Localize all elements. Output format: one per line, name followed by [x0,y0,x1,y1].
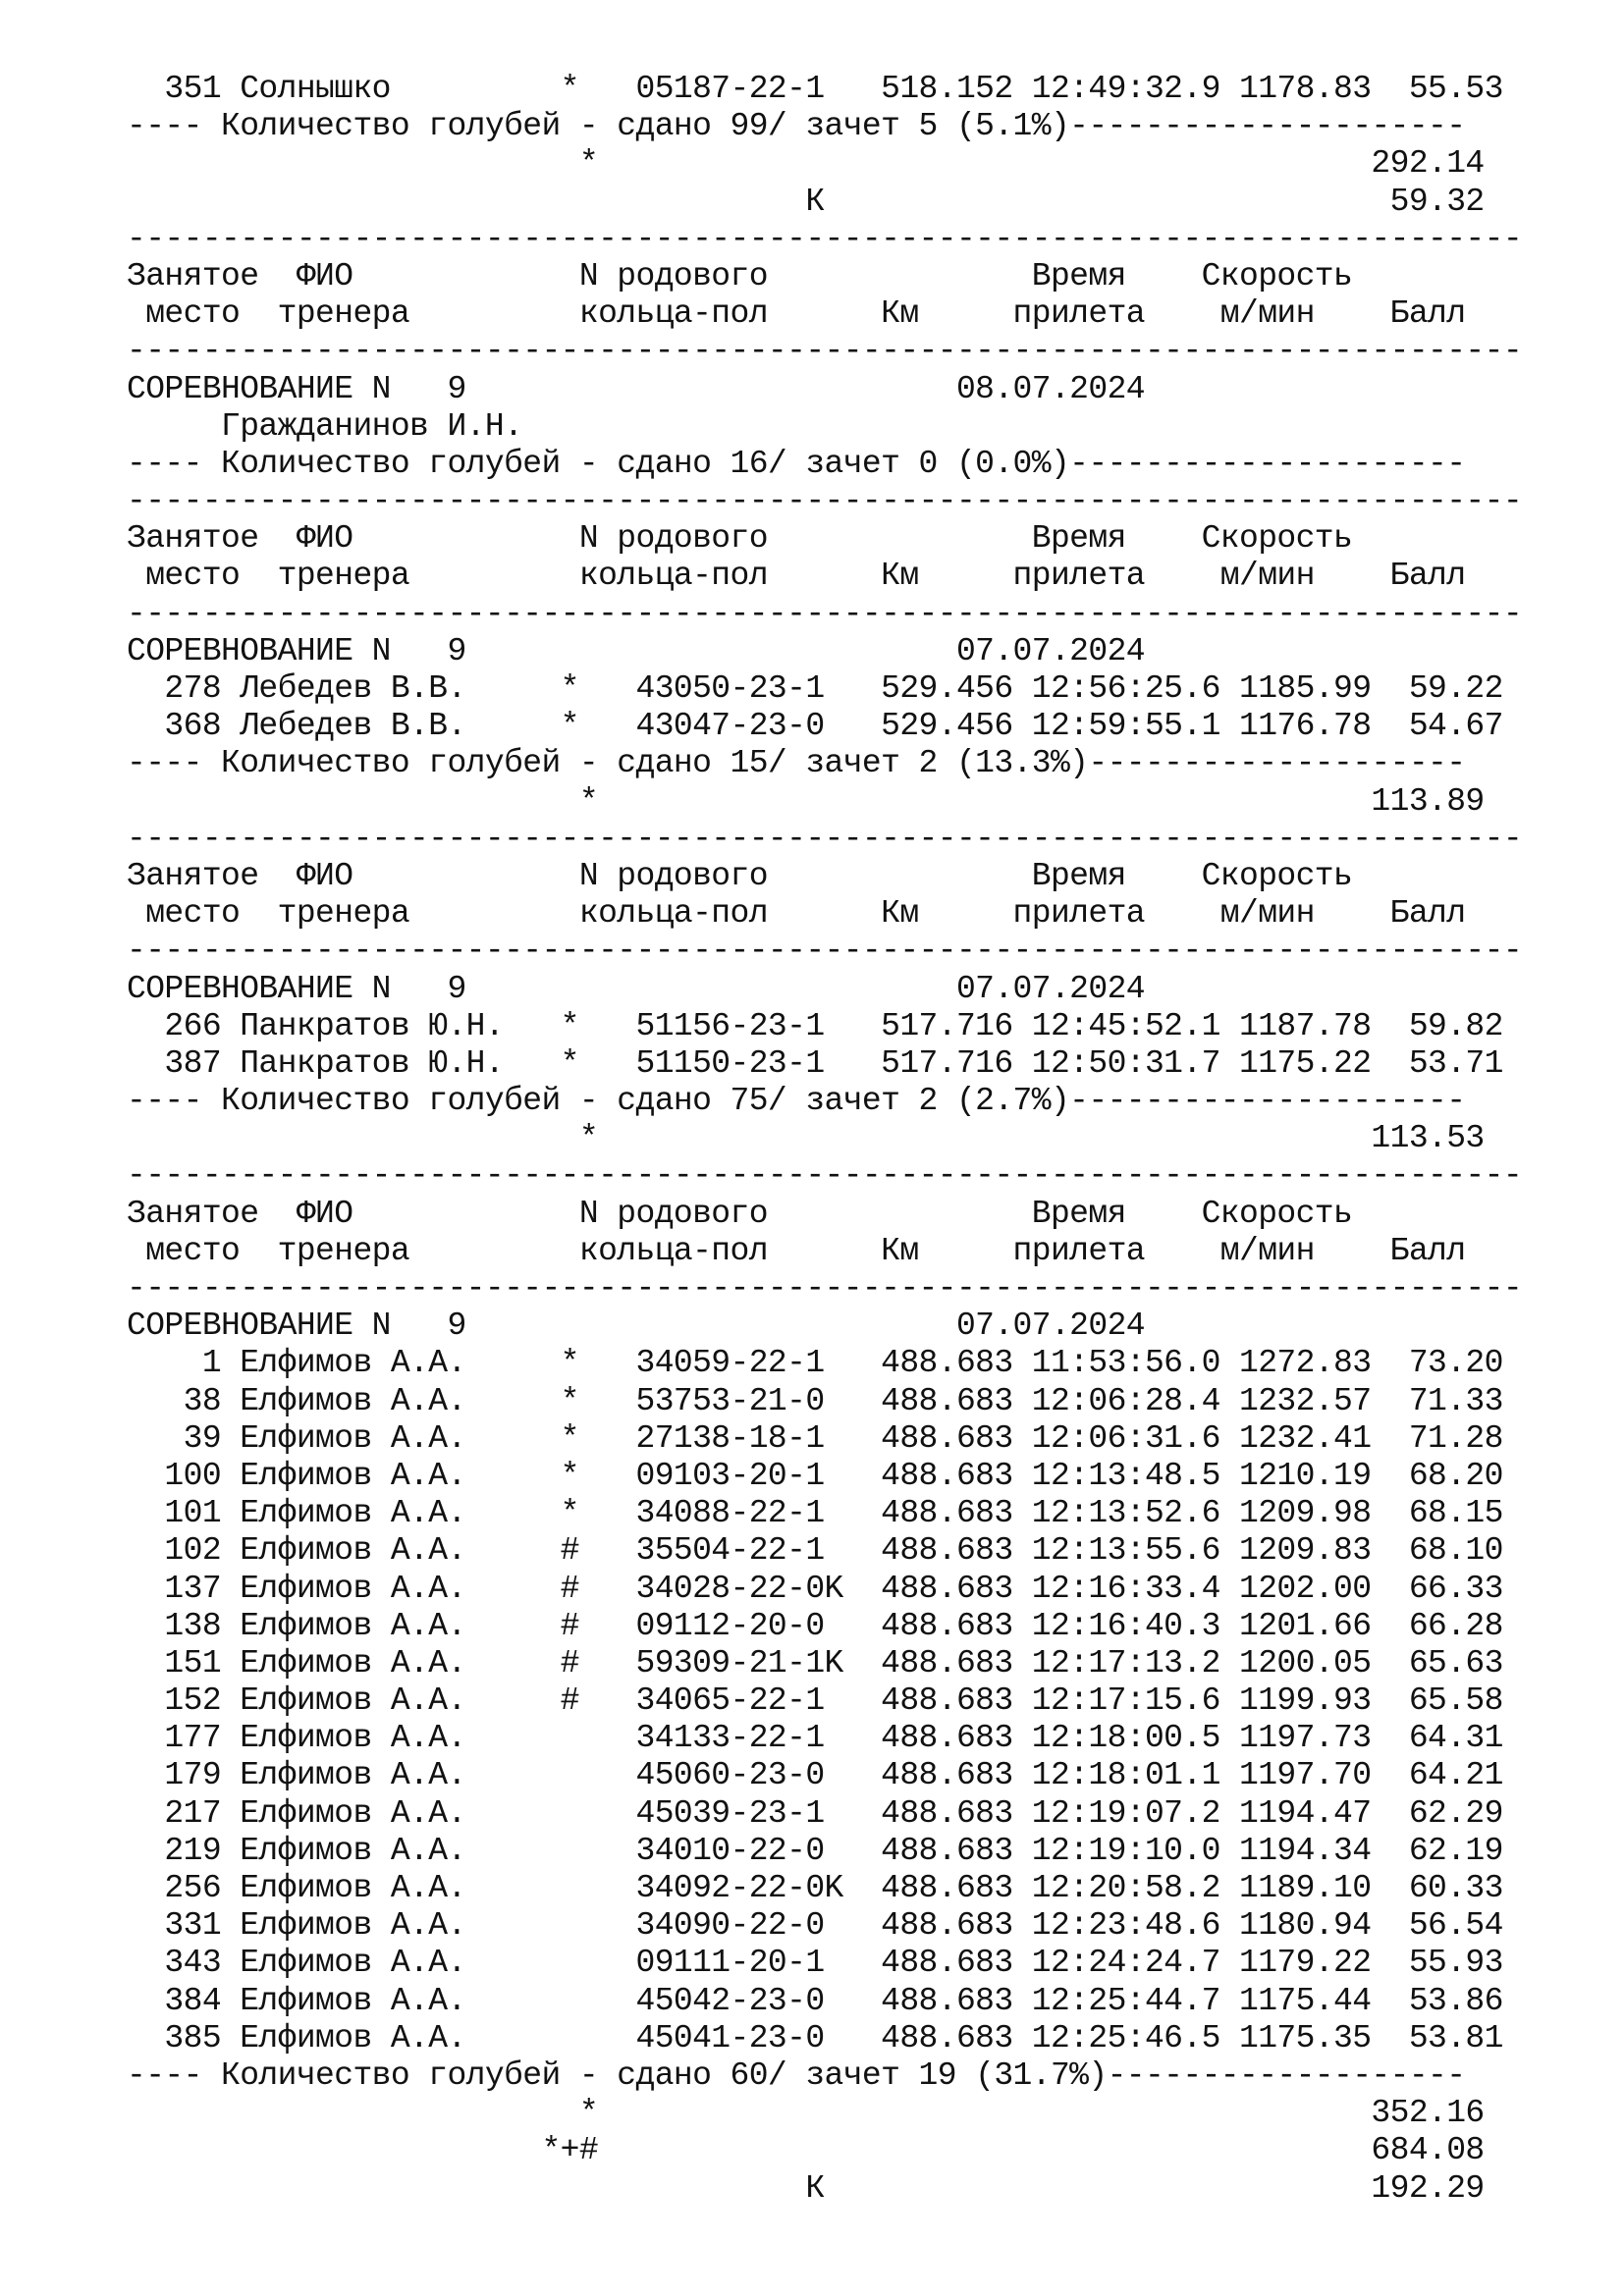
separator-line: -------------------------------------------------------------------------- [127,1270,1523,1307]
separator-line: -------------------------------------------------------------------------- [127,820,1523,857]
separator-line: -------------------------------------------------------------------------- [127,595,1523,632]
points-total-star: * 113.89 [127,782,1485,820]
result-row: 138 Елфимов А.А. # 09112-20-0 488.683 12:16:40.3 1201.66 66.28 [127,1607,1503,1644]
result-row: 266 Панкратов Ю.Н. * 51156-23-1 517.716 12:45:52.1 1187.78 59.82 [127,1007,1503,1044]
points-total-star-plus-hash: *+# 684.08 [127,2132,1485,2169]
result-row: 368 Лебедев В.В. * 43047-23-0 529.456 12:59:55.1 1176.78 54.67 [127,708,1503,745]
result-row: 385 Елфимов А.А. 45041-23-0 488.683 12:25:46.5 1175.35 53.81 [127,2019,1503,2056]
pigeon-count-summary: ---- Количество голубей - сдано 16/ зачет 0 (0.0%)--------------------- [127,445,1466,482]
pigeon-count-summary: ---- Количество голубей - сдано 15/ зачет 2 (13.3%)-------------------- [127,745,1466,782]
column-header-top: Занятое ФИО N родового Время Скорость [127,1195,1353,1232]
result-row: 152 Елфимов А.А. # 34065-22-1 488.683 12:17:15.6 1199.93 65.58 [127,1682,1503,1720]
column-header-bottom: место тренера кольца-пол Км прилета м/мин Балл [127,895,1466,933]
pigeon-count-summary: ---- Количество голубей - сдано 75/ зачет 2 (2.7%)--------------------- [127,1083,1466,1120]
result-row: 278 Лебедев В.В. * 43050-23-1 529.456 12:56:25.6 1185.99 59.22 [127,670,1503,707]
column-header-top: Занятое ФИО N родового Время Скорость [127,257,1353,294]
result-row: 1 Елфимов А.А. * 34059-22-1 488.683 11:53:56.0 1272.83 73.20 [127,1345,1503,1382]
result-row: 100 Елфимов А.А. * 09103-20-1 488.683 12:13:48.5 1210.19 68.20 [127,1457,1503,1494]
column-header-bottom: место тренера кольца-пол Км прилета м/мин Балл [127,558,1466,595]
points-total-star: * 113.53 [127,1120,1485,1157]
result-row: 177 Елфимов А.А. 34133-22-1 488.683 12:18:00.5 1197.73 64.31 [127,1720,1503,1757]
pigeon-count-summary: ---- Количество голубей - сдано 60/ зачет 19 (31.7%)------------------- [127,2056,1466,2094]
result-row: 217 Елфимов А.А. 45039-23-1 488.683 12:19:07.2 1194.47 62.29 [127,1794,1503,1832]
trainer-name: Гражданинов И.Н. [127,407,523,445]
result-row: 219 Елфимов А.А. 34010-22-0 488.683 12:19:10.0 1194.34 62.19 [127,1832,1503,1869]
result-row: 137 Елфимов А.А. # 34028-22-0K 488.683 12:16:33.4 1202.00 66.33 [127,1570,1503,1607]
points-total-star: * 292.14 [127,145,1485,183]
competition-heading: СОРЕВНОВАНИЕ N 9 08.07.2024 [127,370,1145,407]
result-row: 387 Панкратов Ю.Н. * 51150-23-1 517.716 12:50:31.7 1175.22 53.71 [127,1044,1503,1082]
result-row: 101 Елфимов А.А. * 34088-22-1 488.683 12:13:52.6 1209.98 68.15 [127,1495,1503,1532]
result-row: 39 Елфимов А.А. * 27138-18-1 488.683 12:06:31.6 1232.41 71.28 [127,1419,1503,1457]
column-header-top: Занятое ФИО N родового Время Скорость [127,857,1353,894]
pigeon-count-summary: ---- Количество голубей - сдано 99/ зачет 5 (5.1%)--------------------- [127,108,1466,145]
separator-line: -------------------------------------------------------------------------- [127,933,1523,970]
result-row: 384 Елфимов А.А. 45042-23-0 488.683 12:25:44.7 1175.44 53.86 [127,1982,1503,2019]
competition-heading: СОРЕВНОВАНИЕ N 9 07.07.2024 [127,970,1145,1007]
result-row: 151 Елфимов А.А. # 59309-21-1K 488.683 12:17:13.2 1200.05 65.63 [127,1644,1503,1682]
points-total-star: * 352.16 [127,2095,1485,2132]
race-results-report [127,71,1522,2208]
points-total-k: К 192.29 [127,2169,1485,2207]
result-row: 102 Елфимов А.А. # 35504-22-1 488.683 12:13:55.6 1209.83 68.10 [127,1532,1503,1570]
column-header-top: Занятое ФИО N родового Время Скорость [127,520,1353,558]
result-row: 351 Солнышко * 05187-22-1 518.152 12:49:32.9 1178.83 55.53 [127,71,1503,107]
result-row: 343 Елфимов А.А. 09111-20-1 488.683 12:24:24.7 1179.22 55.93 [127,1945,1503,1982]
points-total-k: К 59.32 [127,183,1485,220]
column-header-bottom: место тренера кольца-пол Км прилета м/мин Балл [127,1232,1466,1269]
result-row: 256 Елфимов А.А. 34092-22-0K 488.683 12:20:58.2 1189.10 60.33 [127,1870,1503,1906]
separator-line: -------------------------------------------------------------------------- [127,1157,1523,1195]
result-row: 331 Елфимов А.А. 34090-22-0 488.683 12:23:48.6 1180.94 56.54 [127,1907,1503,1945]
column-header-bottom: место тренера кольца-пол Км прилета м/мин Балл [127,295,1466,333]
separator-line: -------------------------------------------------------------------------- [127,220,1523,257]
result-row: 179 Елфимов А.А. 45060-23-0 488.683 12:18:01.1 1197.70 64.21 [127,1757,1503,1794]
result-row: 38 Елфимов А.А. * 53753-21-0 488.683 12:06:28.4 1232.57 71.33 [127,1382,1503,1419]
competition-heading: СОРЕВНОВАНИЕ N 9 07.07.2024 [127,1308,1145,1345]
separator-line: -------------------------------------------------------------------------- [127,333,1523,370]
separator-line: -------------------------------------------------------------------------- [127,483,1523,520]
competition-heading: СОРЕВНОВАНИЕ N 9 07.07.2024 [127,632,1145,669]
